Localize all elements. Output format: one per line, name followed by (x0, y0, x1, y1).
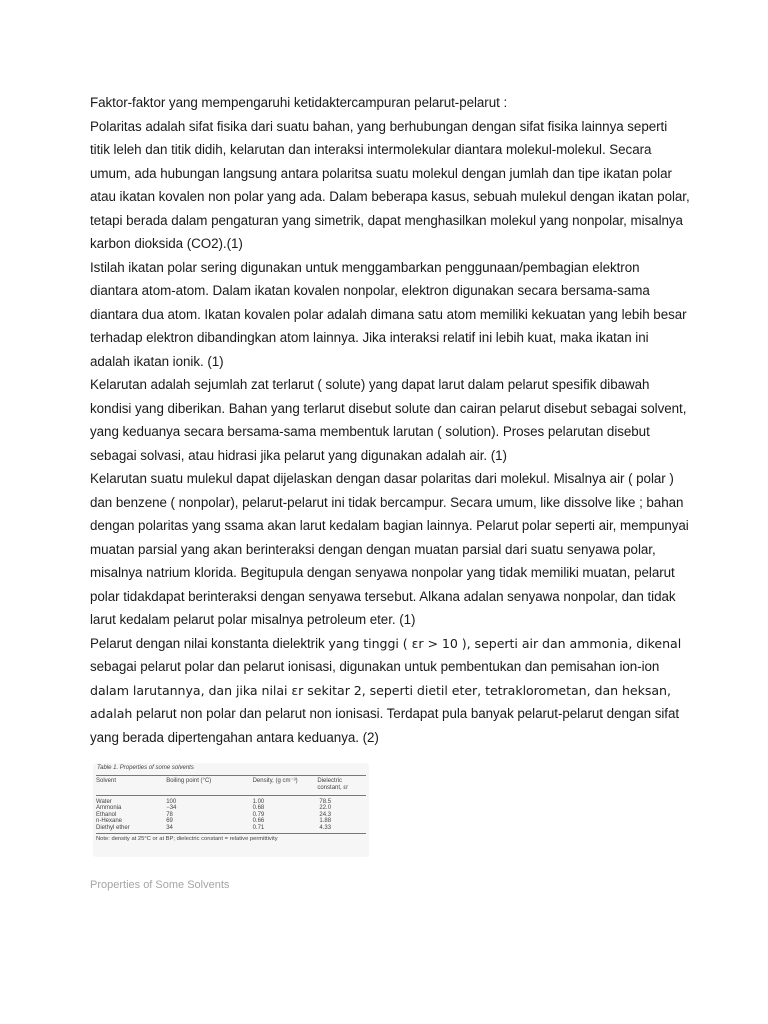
document-body (90, 91, 690, 749)
solvent-properties-table-image (93, 763, 369, 857)
paragraph-text-segment: sebagai pelarut polar dan pelarut ionisasi, digunakan untuk pembentukan dan pemisahan ion-ion (90, 659, 660, 674)
table-cell: 0.68 (252, 805, 265, 812)
table-cell: 4.33 (319, 824, 332, 831)
table-cell: 0.66 (252, 818, 265, 825)
paragraph-text-segment: pelarut non polar dan pelarut non ionisasi. Terdapat pula banyak pelarut-pelarut dengan sifat yang berada dipertengahan antara keduanya. (2) (90, 706, 680, 745)
table-cell: 0.79 (252, 811, 265, 818)
table-cell: Diethyl ether (96, 824, 130, 831)
table-header-cell: Dielectric constant, εr (317, 778, 349, 791)
table-row (96, 825, 366, 834)
table-caption: Table 1. Properties of some solvents (97, 765, 194, 771)
table-header-cell: Solvent (96, 778, 117, 784)
table-header-cell: Density, (g cm⁻³) (252, 778, 298, 784)
table-cell: 78 (166, 811, 173, 818)
table-cell: Ethanol (96, 811, 117, 818)
paragraph-text-segment: dalam larutannya, dan jika nilai εr sekitar 2, seperti dietil eter, tetraklorometan, dan heksan, adalah (90, 682, 671, 721)
paragraph-ikatan-polar: Istilah ikatan polar sering digunakan untuk menggambarkan penggunaan/pembagian elektron diantara atom-atom. Dalam ikatan kovalen nonpolar, elektron digunakan secara bersama-sama diantara dua atom. Ikatan kovalen polar adalah dimana satu atom memiliki kekuatan yang lebih besar terhadap elektron dibandingkan atom lainnya. Jika interaksi relatif ini lebih kuat, maka ikatan ini adalah ikatan ionik. (1) (90, 259, 687, 369)
figure-caption: Properties of Some Solvents (90, 879, 230, 891)
table-cell: Water (96, 799, 112, 805)
table-cell: 69 (166, 818, 173, 825)
document-heading: Faktor-faktor yang mempengaruhi ketidaktercampuran pelarut-pelarut : (90, 95, 508, 110)
table-row (96, 796, 366, 806)
table-cell: 1.88 (319, 818, 332, 825)
paragraph-polaritas: Polaritas adalah sifat fisika dari suatu bahan, yang berhubungan dengan sifat fisika lainnya seperti titik leleh dan titik didih, kelarutan dan interaksi intermolekular diantara molekul-molekul. Secara umum, ada hubungan langsung antara polaritsa suatu molekul dengan jumlah dan tipe ikatan polar atau ikatan kovalen non polar yang ada. Dalam beberapa kasus, sebuah mulekul dengan ikatan polar, tetapi berada dalam pengaturan yang simetrik, dapat menghasilkan molekul yang nonpolar, misalnya karbon dioksida (CO2).(1) (90, 118, 690, 251)
table-cell: −34 (166, 805, 177, 812)
table-cell: 78.5 (319, 799, 332, 805)
paragraph-konstanta-dielektrik (90, 632, 690, 750)
table-cell: 24.3 (319, 811, 332, 818)
table-cell: 1.00 (252, 799, 265, 805)
table-note: Note: density at 25°C or at BP; dielectric constant = relative permittivity (96, 836, 278, 843)
paragraph-text-segment: yang tinggi ( εr > 10 ), seperti air dan ammonia, dikenal (328, 635, 682, 651)
solvent-properties-table (96, 775, 366, 834)
table-cell: n-Hexane (96, 818, 123, 825)
table-header-cell: Boiling point (°C) (166, 778, 212, 784)
table-cell: Ammonia (96, 805, 122, 812)
table-header-row (96, 776, 366, 796)
table-cell: 22.0 (319, 805, 332, 812)
paragraph-kelarutan: Kelarutan adalah sejumlah zat terlarut ( solute) yang dapat larut dalam pelarut spesifik dibawah kondisi yang diberikan. Bahan yang terlarut disebut solute dan cairan pelarut disebut sebagai solvent, yang keduanya secara bersama-sama membentuk larutan ( solution). Proses pelarutan disebut sebagai solvasi, atau hidrasi jika pelarut yang digunakan adalah air. (1) (90, 377, 687, 463)
paragraph-text-segment: Pelarut dengan nilai konstanta dielektrik (90, 635, 329, 651)
table-cell: 100 (166, 799, 177, 805)
table-cell: 0.71 (252, 824, 265, 831)
table-cell: 34 (166, 824, 173, 831)
paragraph-kelarutan-molekul: Kelarutan suatu mulekul dapat dijelaskan dengan dasar polaritas dari molekul. Misalnya air ( polar ) dan benzene ( nonpolar), pelarut-pelarut ini tidak bercampur. Secara umum, like dissolve like ; bahan dengan polaritas yang ssama akan larut kedalam bagian lainnya. Pelarut polar seperti air, mempunyai muatan parsial yang akan berinteraksi dengan dengan muatan parsial dari suatu senyawa polar, misalnya natrium klorida. Begitupula dengan senyawa nonpolar yang tidak memiliki muatan, pelarut polar tidakdapat berinteraksi dengan senyawa tersebut. Alkana adalan senyawa nonpolar, dan tidak larut kedalam pelarut polar misalnya petroleum eter. (1) (90, 471, 689, 627)
